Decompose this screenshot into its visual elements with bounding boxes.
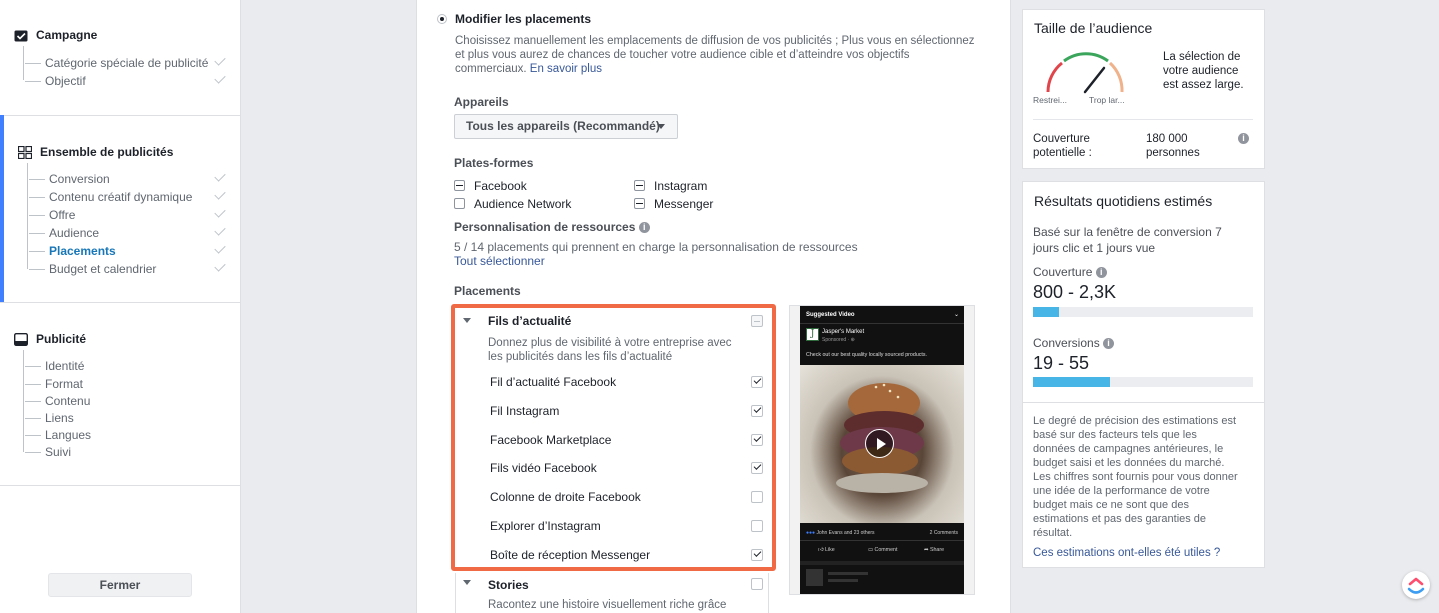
- description-line: et plus vous aurez de chances de toucher votre audience cible et d’atteindre vos objectifs: [455, 49, 910, 61]
- reach-bar: [1033, 307, 1253, 317]
- preview-share-label: Share: [929, 547, 945, 553]
- thumbs-up-icon: 👍︎: [818, 547, 824, 553]
- preview-header: Suggested Video: [806, 312, 855, 318]
- placement-checkbox[interactable]: [751, 405, 763, 417]
- placement-checkbox[interactable]: [751, 376, 763, 388]
- disclaimer-line: résultat.: [1033, 527, 1073, 539]
- divider: [1033, 119, 1253, 120]
- potential-reach-label: [1033, 132, 1092, 160]
- reach-estimate-label: [1033, 265, 1107, 279]
- page-logo: J: [806, 328, 819, 341]
- placement-row[interactable]: Facebook Marketplace: [490, 432, 612, 447]
- reach-estimate-value: 800 - 2,3K: [1033, 282, 1117, 302]
- disclaimer-line: budget mais ce ne sont que des: [1033, 499, 1189, 511]
- disclaimer-line: budget saisi et les données du marché.: [1033, 457, 1225, 469]
- next-post-line: [828, 572, 868, 575]
- devices-dropdown[interactable]: [454, 114, 678, 139]
- chevron-down-icon: ⌄: [953, 312, 959, 318]
- left-sidebar: [0, 0, 241, 613]
- checkbox-icon: [14, 29, 28, 42]
- collapse-triangle-icon[interactable]: [463, 318, 471, 323]
- basis-line: Basé sur la fenêtre de conversion 7: [1033, 225, 1222, 239]
- sidebar-item-audience[interactable]: Audience: [49, 226, 100, 240]
- feeds-title: Fils d’actualité: [488, 314, 572, 328]
- description-line: commerciaux.: [455, 63, 527, 75]
- gauge-max-label: Trop lar...: [1089, 95, 1125, 105]
- placement-checkbox[interactable]: [751, 549, 763, 561]
- tree-line: [27, 163, 28, 269]
- next-post-line: [828, 579, 858, 582]
- devices-dropdown-value: Tous les appareils (Recommandé): [466, 119, 660, 133]
- placement-row[interactable]: Colonne de droite Facebook: [490, 490, 641, 505]
- play-icon[interactable]: [865, 429, 894, 458]
- disclaimer-line: estimations et pas des garanties de: [1033, 513, 1207, 525]
- divider: [1023, 402, 1264, 403]
- sidebar-item-conversion[interactable]: Conversion: [49, 172, 110, 186]
- select-all-link[interactable]: Tout sélectionner: [454, 254, 545, 268]
- collapse-triangle-icon[interactable]: [463, 580, 471, 585]
- potential-reach-value: [1146, 132, 1200, 160]
- sidebar-heading-label: Campagne: [36, 28, 98, 42]
- feeds-description-line: les publicités dans les fils d’actualité: [488, 351, 673, 363]
- devices-label: Appareils: [454, 95, 509, 109]
- sidebar-heading-campaign[interactable]: [14, 28, 97, 42]
- sidebar-item-budget-schedule[interactable]: Budget et calendrier: [49, 262, 157, 276]
- active-section-indicator: [0, 115, 4, 302]
- asset-customization-label: [454, 220, 650, 234]
- placements-description: [455, 34, 974, 76]
- preview-reactions: [806, 530, 875, 536]
- disclaimer-line: basé sur des facteurs tels que les: [1033, 429, 1197, 441]
- sidebar-item-tracking[interactable]: Suivi: [45, 445, 72, 459]
- feedback-link[interactable]: Ces estimations ont-elles été utiles ?: [1033, 547, 1221, 559]
- phone-screen: [800, 306, 964, 595]
- info-icon[interactable]: i: [1238, 133, 1249, 144]
- gauge-text-line: est assez large.: [1163, 79, 1244, 91]
- platform-checkbox-facebook[interactable]: [454, 180, 465, 191]
- placement-row[interactable]: Fil d’actualité Facebook: [490, 375, 617, 389]
- info-icon[interactable]: i: [1103, 338, 1114, 349]
- sidebar-item-languages[interactable]: Langues: [45, 428, 92, 442]
- platform-label-facebook: Facebook: [474, 179, 527, 193]
- reach-value-line: 180 000: [1146, 133, 1188, 145]
- reach-label-line: Couverture: [1033, 133, 1090, 145]
- info-icon[interactable]: i: [1096, 267, 1107, 278]
- platform-label-messenger: Messenger: [654, 197, 714, 211]
- tree-line: [23, 46, 24, 80]
- placement-row[interactable]: Explorer d’Instagram: [490, 519, 601, 533]
- placement-row[interactable]: Fil Instagram: [490, 403, 560, 418]
- sidebar-item-links[interactable]: Liens: [45, 411, 74, 425]
- gauge-text-line: La sélection de: [1163, 51, 1241, 63]
- disclaimer-line: données de campagnes antérieures, le: [1033, 443, 1224, 455]
- placement-checkbox[interactable]: [751, 434, 763, 446]
- preview-post-text: Check out our best quality locally sourced products.: [806, 352, 928, 358]
- conversion-window-text: [1033, 224, 1222, 256]
- ad-preview-phone: [789, 305, 975, 595]
- preview-reactions-text: John Evans and 23 others: [816, 530, 875, 536]
- preview-share: [924, 547, 944, 553]
- platform-label-audience-network: Audience Network: [474, 197, 572, 211]
- placement-row[interactable]: Boîte de réception Messenger: [490, 547, 651, 562]
- feeds-description: [488, 336, 732, 364]
- sidebar-section-ad: [0, 303, 240, 486]
- platform-label-instagram: Instagram: [654, 179, 708, 193]
- preview-divider: [800, 323, 964, 324]
- preview-comments: 2 Comments: [929, 530, 958, 536]
- sidebar-heading-label: Ensemble de publicités: [40, 145, 174, 159]
- sidebar-heading-label: Publicité: [36, 332, 87, 346]
- reach-label-line: potentielle :: [1033, 147, 1092, 159]
- sidebar-item-objective[interactable]: Objectif: [45, 74, 86, 88]
- preview-comment: [868, 547, 897, 553]
- conversions-estimate-value: 19 - 55: [1033, 353, 1090, 373]
- grid-icon: [18, 146, 32, 159]
- audience-size-title: Taille de l’audience: [1034, 20, 1153, 36]
- reach-estimate-label-text: Couverture: [1033, 265, 1093, 279]
- feeds-description-line: Donnez plus de visibilité à votre entreprise avec: [488, 337, 732, 349]
- sidebar-item-identity[interactable]: Identité: [45, 359, 85, 373]
- conversions-estimate-label: [1033, 336, 1114, 350]
- info-icon[interactable]: i: [639, 222, 650, 233]
- sidebar-heading-ad[interactable]: [14, 332, 86, 346]
- preview-comment-label: Comment: [874, 547, 898, 553]
- sidebar-item-content[interactable]: Contenu: [45, 394, 91, 408]
- preview-like: [818, 547, 835, 553]
- clickup-logo-icon[interactable]: [1402, 571, 1430, 599]
- reach-bar-fill: [1033, 307, 1059, 317]
- sidebar-item-offer[interactable]: Offre: [49, 208, 76, 222]
- preview-like-label: Like: [825, 547, 835, 553]
- audience-gauge: [1040, 48, 1130, 98]
- burger-image: [800, 365, 964, 523]
- gauge-min-label: Restrei...: [1033, 95, 1068, 105]
- learn-more-link[interactable]: En savoir plus: [529, 63, 603, 75]
- reach-value-line: personnes: [1146, 147, 1200, 159]
- sidebar-item-placements[interactable]: Placements: [49, 244, 116, 258]
- description-line: Choisissez manuellement les emplacements de diffusion de vos publicités ; Plus vous en sélectionnez: [455, 35, 975, 47]
- basis-line: jours clic et 1 jours vue: [1033, 241, 1156, 255]
- disclaimer-line: Le degré de précision des estimations est: [1033, 415, 1237, 427]
- placement-checkbox[interactable]: [751, 462, 763, 474]
- ad-preview-icon: [14, 333, 28, 346]
- placements-label: Placements: [454, 284, 521, 298]
- disclaimer-line: une idée de la performance de votre: [1033, 485, 1210, 497]
- conversions-label-text: Conversions: [1033, 336, 1100, 350]
- asset-customization-desc: 5 / 14 placements qui prennent en charge la personnalisation de ressources: [454, 240, 858, 254]
- stories-checkbox[interactable]: [751, 578, 763, 590]
- estimates-disclaimer: [1033, 414, 1238, 540]
- edit-placements-radio[interactable]: [437, 14, 447, 24]
- gauge-text-line: votre audience: [1163, 65, 1239, 77]
- preview-divider: [800, 561, 964, 565]
- reactions-icon: ●●●: [806, 530, 816, 536]
- preview-sponsored: Sponsored · ⊕: [822, 337, 855, 343]
- placement-checkbox[interactable]: [751, 520, 763, 532]
- placement-row[interactable]: Fils vidéo Facebook: [490, 461, 597, 476]
- preview-divider: [800, 540, 964, 541]
- daily-results-title: Résultats quotidiens estimés: [1034, 193, 1213, 209]
- sidebar-item-special-category[interactable]: Catégorie spéciale de publicité: [45, 56, 209, 70]
- platform-checkbox-messenger[interactable]: [634, 198, 645, 209]
- sidebar-item-dynamic-creative[interactable]: Contenu créatif dynamique: [49, 190, 193, 204]
- stories-title: Stories: [488, 578, 529, 592]
- feeds-group-checkbox[interactable]: [751, 315, 763, 327]
- platforms-label: Plates-formes: [454, 156, 534, 170]
- disclaimer-line: Les chiffres sont fournis pour vous donner: [1033, 471, 1238, 483]
- close-button[interactable]: Fermer: [48, 573, 192, 597]
- placement-checkbox[interactable]: [751, 491, 763, 503]
- platform-checkbox-audience-network[interactable]: [454, 198, 465, 209]
- platform-checkbox-instagram[interactable]: [634, 180, 645, 191]
- sidebar-item-format[interactable]: Format: [45, 377, 84, 391]
- next-post-thumb: [806, 569, 823, 586]
- preview-page-name: Jasper's Market: [822, 329, 865, 335]
- caret-down-icon: [657, 124, 665, 129]
- tree-line: [23, 350, 24, 452]
- stories-description: Racontez une histoire visuellement riche grâce: [488, 599, 727, 611]
- conversions-bar-fill: [1033, 377, 1110, 387]
- asset-customization-text: Personnalisation de ressources: [454, 220, 636, 234]
- sidebar-heading-adset[interactable]: [18, 145, 173, 159]
- comment-icon: ▭: [868, 547, 874, 553]
- share-icon: ➦: [924, 547, 929, 553]
- edit-placements-label: Modifier les placements: [455, 12, 592, 26]
- audience-gauge-text: [1163, 50, 1244, 92]
